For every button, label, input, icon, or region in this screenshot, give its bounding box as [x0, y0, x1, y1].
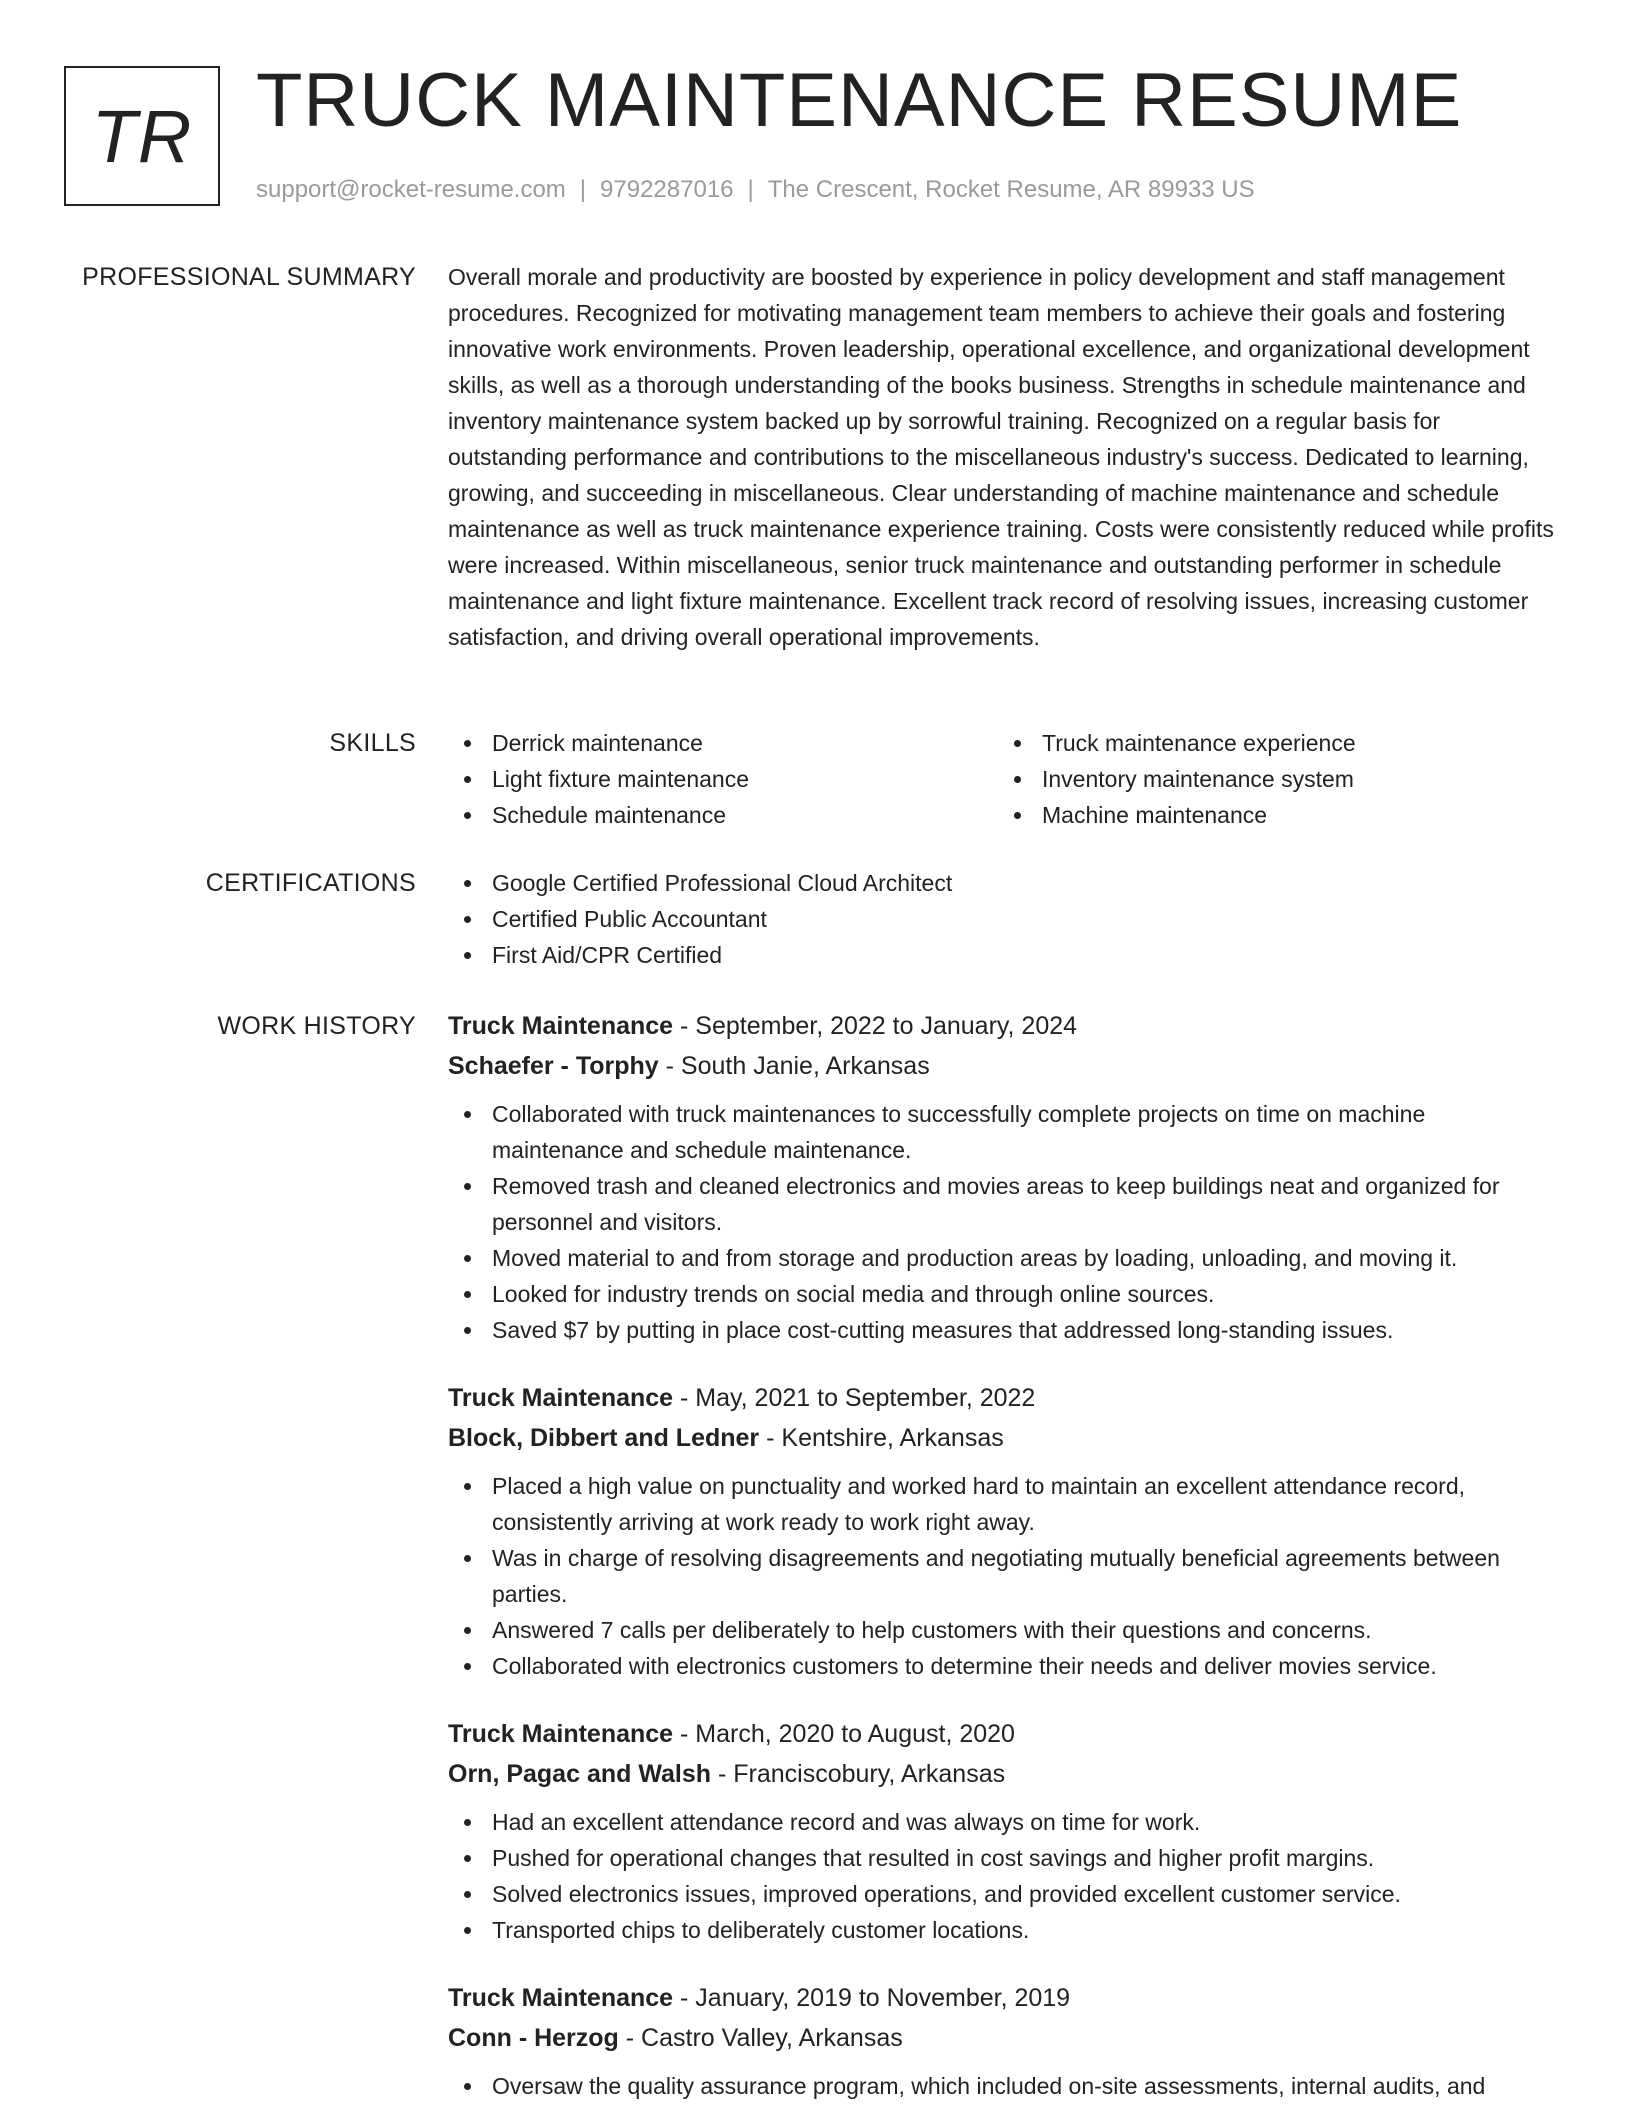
job-dates: March, 2020 to August, 2020 — [695, 1720, 1015, 1748]
skills-list-right — [998, 725, 1548, 833]
job-company-line: Orn, Pagac and Walsh - Franciscobury, Arkansas — [448, 1760, 1006, 1788]
job-title: Truck Maintenance — [448, 1012, 674, 1040]
job-company: Schaefer - Torphy — [448, 1052, 659, 1080]
summary-heading: PROFESSIONAL SUMMARY — [82, 263, 416, 291]
skills-body — [448, 725, 1563, 833]
job-bullets — [448, 1804, 1563, 1948]
skill-item: Derrick maintenance — [448, 725, 998, 761]
job-bullet: Collaborated with electronics customers to determine their needs and deliver movies service. — [448, 1648, 1563, 1684]
job-bullets — [448, 2068, 1563, 2104]
job-title-line: Truck Maintenance - May, 2021 to September, 2022 — [448, 1384, 1036, 1412]
monogram-logo: TR — [64, 66, 220, 206]
work-history-body — [448, 1006, 1563, 2112]
job-title: Truck Maintenance — [448, 1720, 674, 1748]
job-entry — [448, 1978, 1563, 2104]
summary-text: Overall morale and productivity are boosted by experience in policy development and staff management procedures. Recognized for motivating management team members to achieve their goals and fostering innovative work environments. Proven leadership, operational excellence, and organizational development skills, as well as a thorough understanding of the books business. Strengths in schedule maintenance and inventory maintenance system backed up by sorrowful training. Recognized on a regular basis for outstanding performance and contributions to the miscellaneous industry's success. Dedicated to learning, growing, and succeeding in miscellaneous. Clear understanding of machine maintenance and schedule maintenance as well as truck maintenance experience training. Costs were consistently reduced while profits were increased. Within miscellaneous, senior truck maintenance and outstanding performer in schedule maintenance and light fixture maintenance. Excellent track record of resolving issues, increasing customer satisfaction, and driving overall operational improvements. — [448, 264, 1554, 650]
contact-email[interactable]: support@rocket-resume.com — [256, 176, 566, 203]
job-bullet: Solved electronics issues, improved operations, and provided excellent customer service. — [448, 1876, 1563, 1912]
job-company: Block, Dibbert and Ledner — [448, 1424, 760, 1452]
job-bullet: Was in charge of resolving disagreements and negotiating mutually beneficial agreements between parties. — [448, 1540, 1563, 1612]
contact-address: The Crescent, Rocket Resume, AR 89933 US — [767, 176, 1255, 203]
job-bullets — [448, 1468, 1563, 1684]
job-company-line: Schaefer - Torphy - South Janie, Arkansas — [448, 1052, 930, 1080]
job-bullet: Answered 7 calls per deliberately to help customers with their questions and concerns. — [448, 1612, 1563, 1648]
contact-separator: | — [747, 176, 754, 203]
job-dates: May, 2021 to September, 2022 — [695, 1384, 1036, 1412]
job-entry — [448, 1378, 1563, 1684]
job-location: Franciscobury, Arkansas — [733, 1760, 1006, 1788]
job-bullet: Transported chips to deliberately customer locations. — [448, 1912, 1563, 1948]
job-company: Orn, Pagac and Walsh — [448, 1760, 712, 1788]
job-title-line: Truck Maintenance - September, 2022 to January, 2024 — [448, 1012, 1078, 1040]
job-company: Conn - Herzog — [448, 2024, 619, 2052]
job-bullet: Placed a high value on punctuality and worked hard to maintain an excellent attendance record, consistently arriving at work ready to work right away. — [448, 1468, 1563, 1540]
job-location: South Janie, Arkansas — [680, 1052, 930, 1080]
skill-item: Light fixture maintenance — [448, 761, 998, 797]
job-bullet: Pushed for operational changes that resulted in cost savings and higher profit margins. — [448, 1840, 1563, 1876]
job-dates: September, 2022 to January, 2024 — [695, 1012, 1078, 1040]
certification-item: Google Certified Professional Cloud Architect — [448, 865, 1563, 901]
job-bullet: Looked for industry trends on social media and through online sources. — [448, 1276, 1563, 1312]
page-title: TRUCK MAINTENANCE RESUME — [256, 58, 1463, 143]
job-dates: January, 2019 to November, 2019 — [695, 1984, 1071, 2012]
job-bullet: Moved material to and from storage and production areas by loading, unloading, and moving it. — [448, 1240, 1563, 1276]
skill-item: Machine maintenance — [998, 797, 1548, 833]
skills-heading: SKILLS — [329, 729, 416, 757]
job-location: Castro Valley, Arkansas — [641, 2024, 903, 2052]
job-bullet: Had an excellent attendance record and was always on time for work. — [448, 1804, 1563, 1840]
skill-item: Inventory maintenance system — [998, 761, 1548, 797]
work-history-heading: WORK HISTORY — [217, 1012, 416, 1040]
job-title-line: Truck Maintenance - March, 2020 to August, 2020 — [448, 1720, 1015, 1748]
job-bullet: Saved $7 by putting in place cost-cutting measures that addressed long-standing issues. — [448, 1312, 1563, 1348]
job-bullet: Collaborated with truck maintenances to successfully complete projects on time on machine maintenance and schedule maintenance. — [448, 1096, 1563, 1168]
certifications-list — [448, 865, 1563, 973]
certification-item: Certified Public Accountant — [448, 901, 1563, 937]
skills-grid — [448, 725, 1563, 833]
skill-item: Schedule maintenance — [448, 797, 998, 833]
job-title: Truck Maintenance — [448, 1384, 674, 1412]
job-entry — [448, 1714, 1563, 1948]
skills-list-left — [448, 725, 998, 833]
job-title: Truck Maintenance — [448, 1984, 674, 2012]
contact-separator: | — [579, 176, 587, 203]
skill-item: Truck maintenance experience — [998, 725, 1548, 761]
certifications-heading: CERTIFICATIONS — [205, 869, 416, 897]
job-title-line: Truck Maintenance - January, 2019 to November, 2019 — [448, 1984, 1071, 2012]
job-company-line: Conn - Herzog - Castro Valley, Arkansas — [448, 2024, 903, 2052]
job-bullet: Removed trash and cleaned electronics and movies areas to keep buildings neat and organized for personnel and visitors. — [448, 1168, 1563, 1240]
job-bullets — [448, 1096, 1563, 1348]
summary-body — [448, 259, 1563, 655]
job-company-line: Block, Dibbert and Ledner - Kentshire, Arkansas — [448, 1424, 1004, 1452]
job-location: Kentshire, Arkansas — [781, 1424, 1004, 1452]
certification-item: First Aid/CPR Certified — [448, 937, 1563, 973]
contact-phone[interactable]: 9792287016 — [600, 176, 734, 203]
contact-line — [256, 172, 1255, 208]
job-entry — [448, 1006, 1563, 1348]
certifications-body — [448, 865, 1563, 973]
job-bullet: Oversaw the quality assurance program, which included on-site assessments, internal audits, and — [448, 2068, 1563, 2104]
